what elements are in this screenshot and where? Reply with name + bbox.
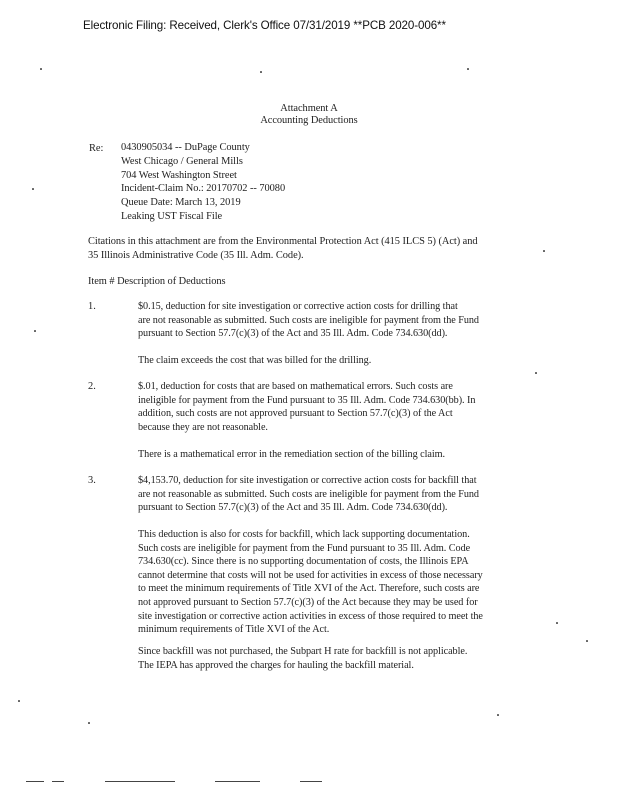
scan-speck xyxy=(535,372,537,374)
paragraph-line: There is a mathematical error in the remediation section of the billing claim. xyxy=(138,449,445,460)
filing-stamp: Electronic Filing: Received, Clerk's Office 07/31/2019 **PCB 2020-006** xyxy=(83,19,446,32)
page-title: Accounting Deductions xyxy=(260,115,358,126)
scan-speck xyxy=(467,68,469,70)
attachment-heading: Attachment A xyxy=(280,103,338,114)
item-1-paragraph-2 xyxy=(138,354,371,368)
paragraph-line: because they are not reasonable. xyxy=(138,421,268,433)
item-1-paragraph-1 xyxy=(138,300,479,341)
scan-speck xyxy=(556,622,558,624)
re-line: Leaking UST Fiscal File xyxy=(121,210,223,222)
paragraph-line: to meet the minimum requirements of Title XVI of the Act. Therefore, such costs are xyxy=(138,583,480,595)
paragraph-line: $.01, deduction for costs that are based on mathematical errors. Such costs are xyxy=(138,381,453,392)
item-3-paragraph-2 xyxy=(138,528,483,637)
item-number: 1. xyxy=(88,301,96,312)
re-block xyxy=(121,141,285,224)
re-line: Queue Date: March 13, 2019 xyxy=(121,197,241,209)
paragraph-line: cannot determine that costs will not be used for activities in excess of those necessary xyxy=(138,569,483,581)
paragraph-line: pursuant to Section 57.7(c)(3) of the Act and 35 Ill. Adm. Code 734.630(dd). xyxy=(138,502,448,514)
paragraph-line: 734.630(cc). Since there is no supporting documentation of costs, the Illinois EPA xyxy=(138,556,469,568)
paragraph-line: The IEPA has approved the charges for hauling the backfill material. xyxy=(138,659,414,671)
paragraph-line: ineligible for payment from the Fund pursuant to 35 Ill. Adm. Code 734.630(bb). In xyxy=(138,394,476,406)
paragraph-line: This deduction is also for costs for backfill, which lack supporting documentation. xyxy=(138,529,470,540)
paragraph-line: minimum requirements of Title XVI of the Act. xyxy=(138,624,330,636)
item-2-paragraph-2 xyxy=(138,448,445,462)
scan-speck xyxy=(40,68,42,70)
scan-speck xyxy=(543,250,545,252)
scan-speck xyxy=(586,640,588,642)
paragraph-line: Since backfill was not purchased, the Subpart H rate for backfill is not applicable. xyxy=(138,646,468,657)
scan-rule xyxy=(300,781,322,782)
paragraph-line: $4,153.70, deduction for site investigation or corrective action costs for backfill that xyxy=(138,475,477,486)
scan-speck xyxy=(260,71,262,73)
item-heading: Item # Description of Deductions xyxy=(88,276,226,287)
scan-rule xyxy=(26,781,44,782)
paragraph-line: The claim exceeds the cost that was billed for the drilling. xyxy=(138,355,372,366)
item-3-paragraph-3 xyxy=(138,645,467,672)
re-line: 704 West Washington Street xyxy=(121,169,237,181)
re-line: 0430905034 -- DuPage County xyxy=(121,142,250,153)
item-number: 2. xyxy=(88,381,96,392)
scan-rule xyxy=(215,781,260,782)
item-3-paragraph-1 xyxy=(138,474,479,515)
paragraph-line: site investigation or corrective action activities in excess of those required to meet the xyxy=(138,610,483,622)
re-line: West Chicago / General Mills xyxy=(121,155,243,167)
paragraph-line: pursuant to Section 57.7(c)(3) of the Act and 35 Ill. Adm. Code 734.630(dd). xyxy=(138,328,448,340)
paragraph-line: are not reasonable as submitted. Such costs are ineligible for payment from the Fund xyxy=(138,314,479,326)
citations-line: Citations in this attachment are from the Environmental Protection Act (415 ILCS 5) (Act) and xyxy=(88,236,478,247)
re-line: Incident-Claim No.: 20170702 -- 70080 xyxy=(121,183,286,195)
paragraph-line: not approved pursuant to Section 57.7(c)(3) of the Act because they may be used for xyxy=(138,596,478,608)
item-2-paragraph-1 xyxy=(138,380,475,434)
scan-speck xyxy=(32,188,34,190)
paragraph-line: $0.15, deduction for site investigation or corrective action costs for drilling that xyxy=(138,301,458,312)
paragraph-line: are not reasonable as submitted. Such costs are ineligible for payment from the Fund xyxy=(138,488,479,500)
citations-paragraph xyxy=(88,235,478,263)
item-number: 3. xyxy=(88,475,96,486)
re-label: Re: xyxy=(89,143,104,154)
scan-rule xyxy=(52,781,64,782)
citations-line: 35 Illinois Administrative Code (35 Ill. Adm. Code). xyxy=(88,249,304,261)
scan-speck xyxy=(18,700,20,702)
scan-speck xyxy=(497,714,499,716)
paragraph-line: Such costs are ineligible for payment from the Fund pursuant to 35 Ill. Adm. Code xyxy=(138,542,471,554)
scan-speck xyxy=(34,330,36,332)
scan-rule xyxy=(105,781,175,782)
paragraph-line: addition, such costs are not approved pursuant to Section 57.7(c)(3) of the Act xyxy=(138,408,453,420)
scan-speck xyxy=(88,722,90,724)
